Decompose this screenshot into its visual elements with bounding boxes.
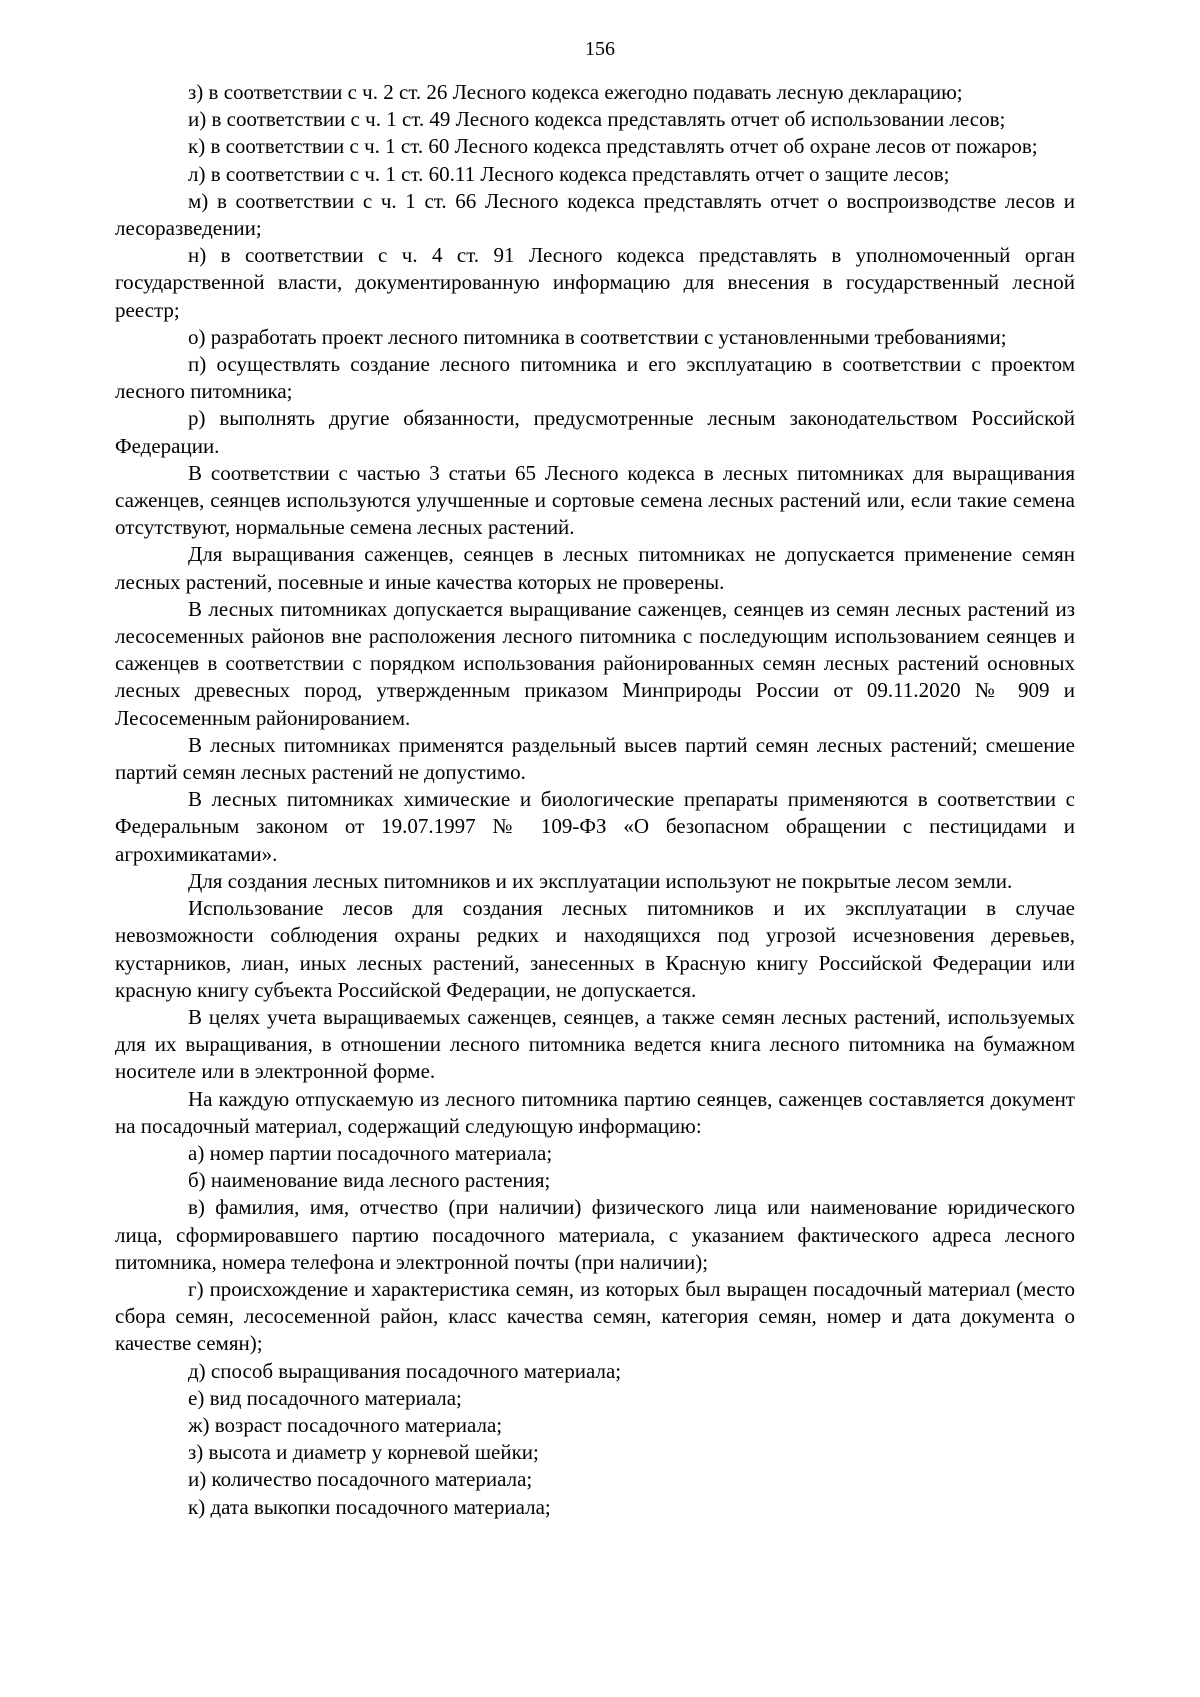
paragraph: п) осуществлять создание лесного питомника и его эксплуатацию в соответствии с проектом лесного питомника; xyxy=(115,352,1075,404)
paragraph: и) количество посадочного материала; xyxy=(188,1467,533,1492)
paragraph: В лесных питомниках применятся раздельный высев партий семян лесных растений; смешение партий семян лесных растений не допустимо. xyxy=(115,732,1075,785)
paragraph: Использование лесов для создания лесных питомников и их эксплуатации в случае невозможности соблюдения охраны редких и находящихся под угрозой исчезновения деревьев, кустарников, лиан, иных лесных растений, занесенных в Красную книгу Российской Федерации или красную книгу субъекта Российской Федерации, не допускается. xyxy=(115,896,1075,1002)
paragraph: в) фамилия, имя, отчество (при наличии) физического лица или наименование юридического лица, сформировавшего партию посадочного материала, с указанием фактического адреса лесного питомника, номера телефона и электронной почты (при наличии); xyxy=(115,1195,1075,1274)
paragraph: ж) возраст посадочного материала; xyxy=(188,1412,503,1437)
paragraph: На каждую отпускаемую из лесного питомника партию сеянцев, саженцев составляется документ на посадочный материал, содержащий следующую информацию: xyxy=(115,1086,1075,1138)
paragraph: к) дата выкопки посадочного материала; xyxy=(188,1494,551,1519)
paragraph: з) высота и диаметр у корневой шейки; xyxy=(188,1440,539,1465)
paragraph: а) номер партии посадочного материала; xyxy=(188,1140,553,1165)
paragraph: Для выращивания саженцев, сеянцев в лесных питомниках не допускается применение семян лесных растений, посевные и иные качества которых не проверены. xyxy=(115,542,1075,594)
paragraph: б) наименование вида лесного растения; xyxy=(188,1168,551,1193)
paragraph: В целях учета выращиваемых саженцев, сеянцев, а также семян лесных растений, используемых для их выращивания, в отношении лесного питомника ведется книга лесного питомника на бумажном носителе или в электронной форме. xyxy=(115,1004,1075,1084)
page-number: 156 xyxy=(585,38,615,60)
document-body xyxy=(115,79,1075,1521)
paragraph: о) разработать проект лесного питомника в соответствии с установленными требованиями; xyxy=(188,324,1007,349)
paragraph: и) в соответствии с ч. 1 ст. 49 Лесного кодекса представлять отчет об использовании лесов; xyxy=(188,107,1006,132)
paragraph: е) вид посадочного материала; xyxy=(188,1385,462,1410)
paragraph: д) способ выращивания посадочного материала; xyxy=(188,1358,622,1383)
paragraph: В лесных питомниках химические и биологические препараты применяются в соответствии с Федеральным законом от 19.07.1997 № 109-ФЗ «О безопасном обращении с пестицидами и агрохимикатами». xyxy=(115,787,1075,866)
paragraph: н) в соответствии с ч. 4 ст. 91 Лесного кодекса представлять в уполномоченный орган государственной власти, документированную информацию для внесения в государственный лесной реестр; xyxy=(115,243,1075,322)
paragraph: з) в соответствии с ч. 2 ст. 26 Лесного кодекса ежегодно подавать лесную декларацию; xyxy=(188,80,963,104)
paragraph: м) в соответствии с ч. 1 ст. 66 Лесного кодекса представлять отчет о воспроизводстве лесов и лесоразведении; xyxy=(115,188,1075,241)
paragraph: к) в соответствии с ч. 1 ст. 60 Лесного кодекса представлять отчет об охране лесов от пожаров; xyxy=(188,134,1038,159)
paragraph: л) в соответствии с ч. 1 ст. 60.11 Лесного кодекса представлять отчет о защите лесов; xyxy=(188,161,950,186)
paragraph: В соответствии с частью 3 статьи 65 Лесного кодекса в лесных питомниках для выращивания саженцев, сеянцев используются улучшенные и сортовые семена лесных растений или, если такие семена отсутствуют, нормальные семена лесных растений. xyxy=(115,460,1075,540)
paragraph: г) происхождение и характеристика семян, из которых был выращен посадочный материал (место сбора семян, лесосеменной район, класс качества семян, категория семян, номер и дата документа о качестве семян); xyxy=(115,1276,1075,1356)
paragraph: Для создания лесных питомников и их эксплуатации используют не покрытые лесом земли. xyxy=(188,868,1013,893)
paragraph: р) выполнять другие обязанности, предусмотренные лесным законодательством Российской Федерации. xyxy=(115,406,1075,458)
paragraph: В лесных питомниках допускается выращивание саженцев, сеянцев из семян лесных растений из лесосеменных районов вне расположения лесного питомника с последующим использованием сеянцев и саженцев в соответствии с порядком использования районированных семян лесных растений основных лесных древесных пород, утвержденным приказом Минприроды России от 09.11.2020 № 909 и Лесосеменным районированием. xyxy=(115,596,1075,730)
